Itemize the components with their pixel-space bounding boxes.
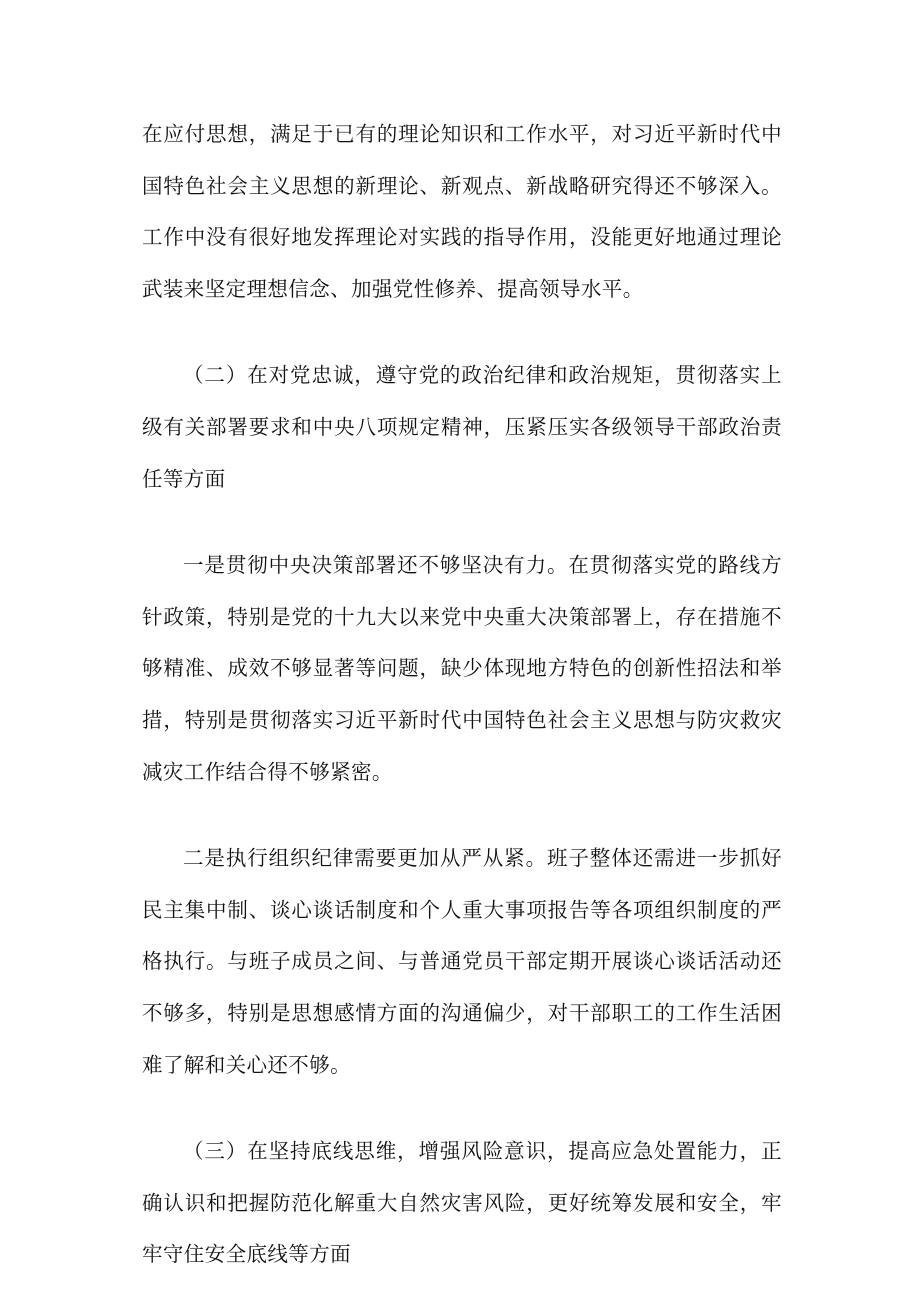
section-heading-3: （三）在坚持底线思维，增强风险意识，提高应急处置能力，正确认识和把握防范化解重大自然灾害风险，更好统筹发展和安全，牢牢守住安全底线等方面 xyxy=(142,1139,782,1267)
paragraph-gap xyxy=(142,315,782,350)
paragraph-gap xyxy=(142,798,782,833)
document-body xyxy=(142,109,782,1281)
section-heading-2: （二）在对党忠诚，遵守党的政治纪律和政治规矩，贯彻落实上级有关部署要求和中央八项规定精神，压紧压实各级领导干部政治责任等方面 xyxy=(142,363,782,491)
paragraph-point-1: 一是贯彻中央决策部署还不够坚决有力。在贯彻落实党的路线方针政策，特别是党的十九大以来党中央重大决策部署上，存在措施不够精准、成效不够显著等问题，缺少体现地方特色的创新性招法和举措，特别是贯彻落实习近平新时代中国特色社会主义思想与防灾救灾减灾工作结合得不够紧密。 xyxy=(142,553,782,784)
paragraph-gap xyxy=(142,505,782,540)
paragraph-gap xyxy=(142,1091,782,1126)
paragraph-continuation: 在应付思想，满足于已有的理论知识和工作水平，对习近平新时代中国特色社会主义思想的新理论、新观点、新战略研究得还不够深入。工作中没有很好地发挥理论对实践的指导作用，没能更好地通过理论武装来坚定理想信念、加强党性修养、提高领导水平。 xyxy=(142,122,782,301)
paragraph-point-2: 二是执行组织纪律需要更加从严从紧。班子整体还需进一步抓好民主集中制、谈心谈话制度和个人重大事项报告等各项组织制度的严格执行。与班子成员之间、与普通党员干部定期开展谈心谈话活动还不够多，特别是思想感情方面的沟通偏少，对干部职工的工作生活困难了解和关心还不够。 xyxy=(142,846,782,1077)
